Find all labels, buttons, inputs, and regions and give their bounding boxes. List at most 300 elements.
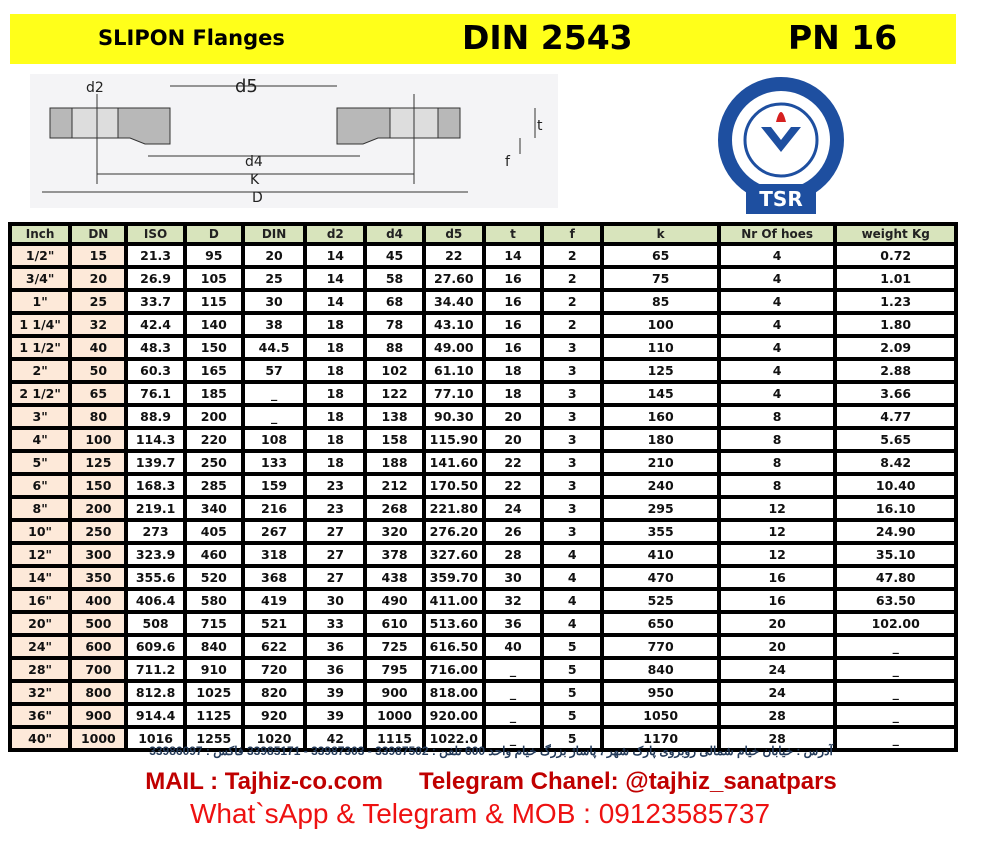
table-cell: 10.40 (837, 476, 954, 495)
table-cell: 212 (367, 476, 421, 495)
table-cell: 45 (367, 246, 421, 265)
table-cell: 323.9 (128, 545, 182, 564)
table-cell: 108 (245, 430, 303, 449)
company-logo (716, 72, 846, 218)
table-row (12, 706, 954, 725)
table-row (12, 361, 954, 380)
table-cell: 32" (12, 683, 68, 702)
table-cell: 820 (245, 683, 303, 702)
table-cell: 61.10 (426, 361, 482, 380)
table-cell: 320 (367, 522, 421, 541)
table-cell: 47.80 (837, 568, 954, 587)
table-cell: 1115 (367, 729, 421, 748)
table-cell: 36 (486, 614, 540, 633)
table-cell: 200 (187, 407, 241, 426)
table-cell: 1000 (72, 729, 124, 748)
table-cell: 4 (544, 591, 600, 610)
table-cell: 110 (604, 338, 717, 357)
table-cell: 28 (486, 545, 540, 564)
table-row (12, 430, 954, 449)
table-cell: 4 (721, 338, 834, 357)
table-cell: 3 (544, 522, 600, 541)
table-cell: 25 (245, 269, 303, 288)
table-cell: 16 (486, 269, 540, 288)
table-cell: 1.80 (837, 315, 954, 334)
table-row (12, 407, 954, 426)
label-k: K (250, 172, 260, 188)
table-row (12, 683, 954, 702)
table-cell: 1" (12, 292, 68, 311)
contact-line (0, 768, 982, 796)
table-cell: _ (837, 706, 954, 725)
table-row (12, 545, 954, 564)
table-cell: 3" (12, 407, 68, 426)
table-cell: 20 (721, 614, 834, 633)
table-cell: 1170 (604, 729, 717, 748)
table-cell: 1016 (128, 729, 182, 748)
table-cell: 273 (128, 522, 182, 541)
table-cell: 720 (245, 660, 303, 679)
table-cell: 920.00 (426, 706, 482, 725)
table-cell: 28" (12, 660, 68, 679)
table-cell: 405 (187, 522, 241, 541)
label-d5: d5 (235, 76, 258, 97)
table-cell: 12 (721, 522, 834, 541)
table-cell: 39 (307, 706, 363, 725)
table-cell: _ (486, 706, 540, 725)
title-banner (10, 14, 956, 64)
table-cell: 114.3 (128, 430, 182, 449)
flange-type: SLIPON Flanges (98, 26, 285, 50)
table-cell: 914.4 (128, 706, 182, 725)
table-cell: 910 (187, 660, 241, 679)
table-cell: 8 (721, 430, 834, 449)
table-cell: 368 (245, 568, 303, 587)
table-cell: 3 (544, 384, 600, 403)
label-d2: d2 (86, 80, 104, 96)
table-cell: 4 (721, 292, 834, 311)
table-cell: 30 (307, 591, 363, 610)
table-cell: 525 (604, 591, 717, 610)
table-cell: 16" (12, 591, 68, 610)
table-cell: 20 (245, 246, 303, 265)
telegram-text: Telegram Chanel: @tajhiz_sanatpars (419, 768, 837, 795)
table-cell: 900 (72, 706, 124, 725)
table-cell: 65 (72, 384, 124, 403)
table-cell: 85 (604, 292, 717, 311)
table-cell: 14" (12, 568, 68, 587)
table-cell: 609.6 (128, 637, 182, 656)
table-cell: 715 (187, 614, 241, 633)
table-cell: 36" (12, 706, 68, 725)
table-cell: 770 (604, 637, 717, 656)
table-cell: 25 (72, 292, 124, 311)
table-cell: 44.5 (245, 338, 303, 357)
table-cell: 1.01 (837, 269, 954, 288)
table-cell: 77.10 (426, 384, 482, 403)
table-row (12, 246, 954, 265)
table-cell: 185 (187, 384, 241, 403)
table-cell: 20" (12, 614, 68, 633)
table-cell: 102.00 (837, 614, 954, 633)
table-cell: 115.90 (426, 430, 482, 449)
table-cell: 24.90 (837, 522, 954, 541)
table-row (12, 660, 954, 679)
table-cell: 490 (367, 591, 421, 610)
table-cell: 3/4" (12, 269, 68, 288)
table-cell: 10" (12, 522, 68, 541)
table-cell: 521 (245, 614, 303, 633)
label-t: t (537, 118, 543, 134)
table-cell: 14 (307, 269, 363, 288)
table-cell: 133 (245, 453, 303, 472)
table-cell: 327.60 (426, 545, 482, 564)
table-cell: 43.10 (426, 315, 482, 334)
table-cell: 5 (544, 683, 600, 702)
table-cell: 285 (187, 476, 241, 495)
table-cell: 4 (544, 568, 600, 587)
table-row (12, 292, 954, 311)
table-cell: 406.4 (128, 591, 182, 610)
table-cell: 42.4 (128, 315, 182, 334)
table-cell: 900 (367, 683, 421, 702)
table-cell: 268 (367, 499, 421, 518)
table-cell: 4 (721, 384, 834, 403)
table-cell: 38 (245, 315, 303, 334)
table-row (12, 269, 954, 288)
table-cell: 18 (307, 407, 363, 426)
table-cell: 78 (367, 315, 421, 334)
table-cell: 3 (544, 453, 600, 472)
table-cell: 1.23 (837, 292, 954, 311)
table-cell: 20 (486, 430, 540, 449)
table-cell: 125 (604, 361, 717, 380)
table-row (12, 522, 954, 541)
table-cell: 411.00 (426, 591, 482, 610)
table-cell: 4.77 (837, 407, 954, 426)
table-cell: 622 (245, 637, 303, 656)
table-cell: 138 (367, 407, 421, 426)
table-cell: 300 (72, 545, 124, 564)
table-cell: 1022.0 (426, 729, 482, 748)
table-cell: 145 (604, 384, 717, 403)
table-cell: 18 (307, 338, 363, 357)
table-cell: 2.88 (837, 361, 954, 380)
table-cell: 16 (721, 568, 834, 587)
table-cell: 2.09 (837, 338, 954, 357)
table-cell: 355 (604, 522, 717, 541)
table-cell: 16 (486, 292, 540, 311)
table-cell: 4 (544, 545, 600, 564)
table-cell: 4 (721, 361, 834, 380)
table-cell: 1050 (604, 706, 717, 725)
table-cell: 1020 (245, 729, 303, 748)
table-cell: 795 (367, 660, 421, 679)
table-cell: 4 (721, 315, 834, 334)
table-cell: 40 (72, 338, 124, 357)
table-cell: 122 (367, 384, 421, 403)
mail-text: MAIL : Tajhiz-co.com (145, 768, 384, 795)
table-cell: 725 (367, 637, 421, 656)
table-cell: 30 (486, 568, 540, 587)
logo-abbr: TSR (759, 187, 803, 211)
table-cell: 600 (72, 637, 124, 656)
table-cell: 24 (486, 499, 540, 518)
table-cell: 28 (721, 729, 834, 748)
table-row (12, 338, 954, 357)
table-cell: 21.3 (128, 246, 182, 265)
table-cell: 355.6 (128, 568, 182, 587)
table-cell: 80 (72, 407, 124, 426)
table-cell: 513.60 (426, 614, 482, 633)
table-cell: 24" (12, 637, 68, 656)
table-cell: 2 (544, 315, 600, 334)
table-cell: 840 (187, 637, 241, 656)
table-cell: 1125 (187, 706, 241, 725)
table-cell: 33 (307, 614, 363, 633)
table-cell: 267 (245, 522, 303, 541)
table-cell: 716.00 (426, 660, 482, 679)
table-cell: 105 (187, 269, 241, 288)
table-cell: 220 (187, 430, 241, 449)
table-cell: 3 (544, 407, 600, 426)
table-cell: 240 (604, 476, 717, 495)
label-d4: d4 (245, 154, 263, 170)
table-cell: 8 (721, 476, 834, 495)
table-cell: 16.10 (837, 499, 954, 518)
table-cell: 100 (72, 430, 124, 449)
column-header: d4 (367, 226, 421, 242)
table-cell: 250 (72, 522, 124, 541)
table-cell: 1000 (367, 706, 421, 725)
table-cell: 818.00 (426, 683, 482, 702)
table-cell: 30 (245, 292, 303, 311)
table-cell: 8" (12, 499, 68, 518)
table-cell: 12" (12, 545, 68, 564)
table-cell: 295 (604, 499, 717, 518)
table-cell: 3 (544, 430, 600, 449)
table-cell: 8 (721, 407, 834, 426)
table-cell: 24 (721, 660, 834, 679)
table-cell: 210 (604, 453, 717, 472)
table-cell: 58 (367, 269, 421, 288)
table-cell: 580 (187, 591, 241, 610)
table-cell: 36 (307, 637, 363, 656)
column-header: f (544, 226, 600, 242)
table-cell: 500 (72, 614, 124, 633)
table-cell: 188 (367, 453, 421, 472)
table-row (12, 453, 954, 472)
table-cell: 65 (604, 246, 717, 265)
table-cell: 610 (367, 614, 421, 633)
table-cell: 1/2" (12, 246, 68, 265)
table-cell: 5" (12, 453, 68, 472)
table-cell: 165 (187, 361, 241, 380)
table-cell: 20 (721, 637, 834, 656)
label-d: D (252, 190, 263, 206)
table-cell: 616.50 (426, 637, 482, 656)
table-cell: 14 (486, 246, 540, 265)
table-cell: 27 (307, 545, 363, 564)
table-row (12, 476, 954, 495)
table-cell: 2 (544, 292, 600, 311)
table-cell: 6" (12, 476, 68, 495)
table-cell: 34.40 (426, 292, 482, 311)
table-cell: 711.2 (128, 660, 182, 679)
table-cell: 1025 (187, 683, 241, 702)
flange-diagram (30, 74, 558, 208)
table-cell: 24 (721, 683, 834, 702)
table-row (12, 591, 954, 610)
table-cell: 508 (128, 614, 182, 633)
table-cell: 3 (544, 476, 600, 495)
column-header: Inch (12, 226, 68, 242)
table-cell: 22 (486, 476, 540, 495)
column-header: Nr Of hoes (721, 226, 834, 242)
table-cell: 400 (72, 591, 124, 610)
table-cell: _ (837, 729, 954, 748)
table-cell: 216 (245, 499, 303, 518)
table-cell: _ (837, 637, 954, 656)
table-cell: 23 (307, 476, 363, 495)
table-cell: 5 (544, 637, 600, 656)
table-cell: 8.42 (837, 453, 954, 472)
label-f: f (505, 154, 510, 170)
table-cell: 75 (604, 269, 717, 288)
table-row (12, 499, 954, 518)
table-cell: 150 (187, 338, 241, 357)
flange-table (8, 222, 958, 752)
table-cell: 800 (72, 683, 124, 702)
table-cell: 16 (721, 591, 834, 610)
table-cell: 102 (367, 361, 421, 380)
table-cell: 39 (307, 683, 363, 702)
table-cell: 158 (367, 430, 421, 449)
table-cell: 5 (544, 729, 600, 748)
table-cell: 22 (486, 453, 540, 472)
table-cell: 140 (187, 315, 241, 334)
table-cell: 2 1/2" (12, 384, 68, 403)
table-cell: _ (486, 660, 540, 679)
table-cell: 95 (187, 246, 241, 265)
table-cell: 18 (307, 430, 363, 449)
table-cell: 219.1 (128, 499, 182, 518)
table-cell: 470 (604, 568, 717, 587)
table-cell: 14 (307, 246, 363, 265)
table-cell: _ (245, 384, 303, 403)
table-cell: 88 (367, 338, 421, 357)
table-cell: 221.80 (426, 499, 482, 518)
table-cell: 1 1/2" (12, 338, 68, 357)
table-row (12, 637, 954, 656)
table-cell: 40 (486, 637, 540, 656)
table-cell: 250 (187, 453, 241, 472)
table-cell: 920 (245, 706, 303, 725)
table-cell: 26 (486, 522, 540, 541)
table-cell: 438 (367, 568, 421, 587)
table-cell: 23 (307, 499, 363, 518)
table-cell: 14 (307, 292, 363, 311)
table-cell: 100 (604, 315, 717, 334)
table-cell: 419 (245, 591, 303, 610)
table-cell: 76.1 (128, 384, 182, 403)
table-cell: 50 (72, 361, 124, 380)
address: آدرس : خیابان خیام شمالی روبروی پارک شهر ، پاساژ بزرگ خیام واحد 600 تلفن : 33987502 - 33987303 - 33985171 فاکس : 33986097 (149, 744, 833, 758)
table-cell: 139.7 (128, 453, 182, 472)
column-header: d5 (426, 226, 482, 242)
table-cell: 5.65 (837, 430, 954, 449)
table-cell: 4" (12, 430, 68, 449)
table-cell: 18 (486, 361, 540, 380)
table-cell: 18 (307, 361, 363, 380)
table-cell: 16 (486, 315, 540, 334)
table-cell: 160 (604, 407, 717, 426)
table-cell: 33.7 (128, 292, 182, 311)
table-cell: 8 (721, 453, 834, 472)
table-cell: 276.20 (426, 522, 482, 541)
table-cell: 28 (721, 706, 834, 725)
table-cell: 812.8 (128, 683, 182, 702)
table-cell: 15 (72, 246, 124, 265)
table-cell: 2 (544, 246, 600, 265)
table-cell: 2 (544, 269, 600, 288)
column-header: t (486, 226, 540, 242)
table-cell: 378 (367, 545, 421, 564)
table-cell: 115 (187, 292, 241, 311)
table-cell: 159 (245, 476, 303, 495)
table-cell: 57 (245, 361, 303, 380)
table-cell: _ (837, 683, 954, 702)
column-header: k (604, 226, 717, 242)
table-cell: 48.3 (128, 338, 182, 357)
table-cell: 40" (12, 729, 68, 748)
table-cell: 88.9 (128, 407, 182, 426)
table-cell: 18 (307, 384, 363, 403)
table-cell: 141.60 (426, 453, 482, 472)
table-cell: 2" (12, 361, 68, 380)
table-cell: 20 (486, 407, 540, 426)
table-cell: 1 1/4" (12, 315, 68, 334)
standard: DIN 2543 (462, 18, 633, 57)
table-cell: 350 (72, 568, 124, 587)
table-cell: _ (245, 407, 303, 426)
table-cell: 460 (187, 545, 241, 564)
pressure-rating: PN 16 (788, 18, 898, 57)
table-cell: 0.72 (837, 246, 954, 265)
table-cell: _ (837, 660, 954, 679)
table-cell: 35.10 (837, 545, 954, 564)
table-cell: 3.66 (837, 384, 954, 403)
table-row (12, 384, 954, 403)
column-header: d2 (307, 226, 363, 242)
table-cell: 4 (544, 614, 600, 633)
table-cell: 340 (187, 499, 241, 518)
table-cell: 42 (307, 729, 363, 748)
table-cell: 18 (307, 315, 363, 334)
column-header: DN (72, 226, 124, 242)
table-cell: 318 (245, 545, 303, 564)
table-cell: 125 (72, 453, 124, 472)
column-header: ISO (128, 226, 182, 242)
table-cell: 12 (721, 499, 834, 518)
table-cell: 12 (721, 545, 834, 564)
table-cell: 60.3 (128, 361, 182, 380)
table-cell: 27.60 (426, 269, 482, 288)
table-row (12, 568, 954, 587)
table-cell: 26.9 (128, 269, 182, 288)
table-cell: 63.50 (837, 591, 954, 610)
table-cell: 180 (604, 430, 717, 449)
